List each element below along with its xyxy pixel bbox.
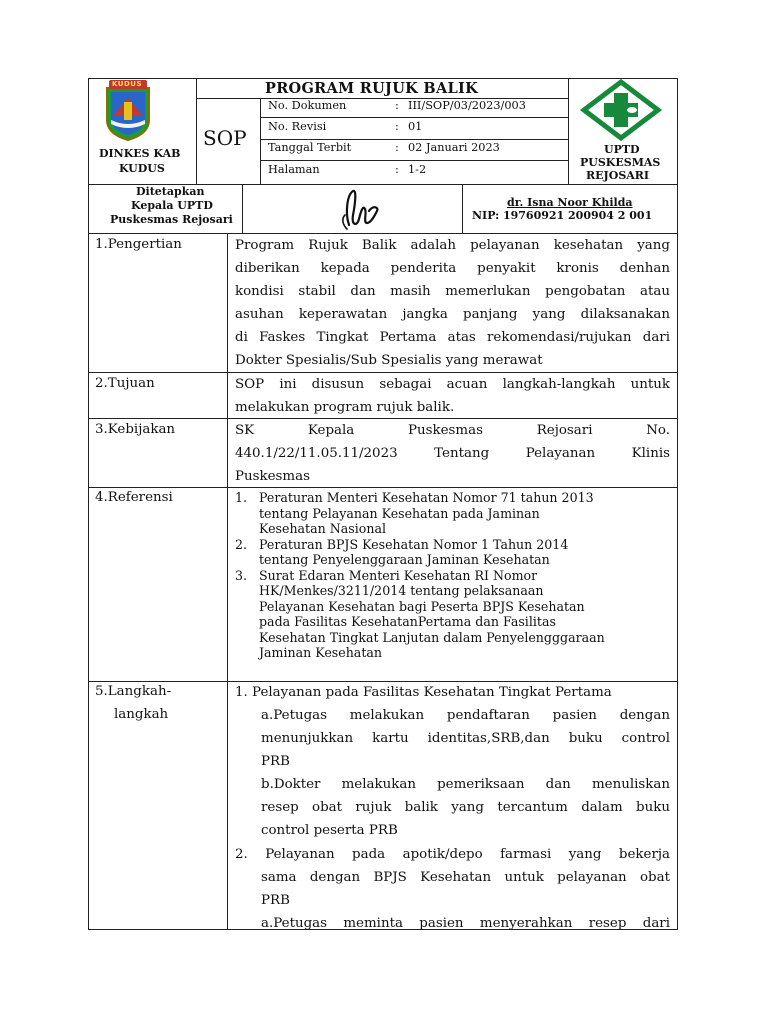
right-org-line2: PUSKESMAS (580, 156, 661, 169)
signature-image (335, 185, 385, 231)
text-line: Kesehatan Tingkat Lanjutan dalam Penyelengggaraan (259, 629, 605, 645)
meta-sep: : (395, 163, 399, 176)
meta-sep: : (395, 99, 399, 112)
section-label-kebijakan: 3.Kebijakan (95, 422, 176, 437)
meta-value: 1-2 (408, 163, 427, 176)
org-name-line1: DINKES KAB (99, 147, 181, 160)
signer-name: dr. Isna Noor Khilda (507, 196, 633, 209)
approval-line1: Ditetapkan (136, 185, 205, 198)
text-line: Peraturan BPJS Kesehatan Nomor 1 Tahun 2014 (259, 536, 569, 552)
section-label-langkah-2: langkah (114, 707, 169, 722)
text-line: HK/Menkes/3211/2014 tentang pelaksanaan (259, 583, 544, 598)
text-line: Dokter Spesialis/Sub Spesialis yang merawat (235, 353, 543, 368)
text-line: a.Petugas melakukan pendaftaran pasien dengan (261, 708, 670, 723)
list-item (235, 537, 675, 568)
text-line: Surat Edaran Menteri Kesehatan RI Nomor (259, 567, 538, 583)
step-1-heading: 1. Pelayanan pada Fasilitas Kesehatan Tingkat Pertama (235, 685, 612, 700)
text-line: diberikan kepada penderita penyakit kronis denhan (235, 261, 670, 276)
right-org-line3: REJOSARI (586, 169, 650, 182)
text-line: Puskesmas (235, 469, 310, 484)
sop-label: SOP (203, 126, 247, 150)
text-line: PRB (261, 754, 290, 769)
text-line: 440.1/22/11.05.11/2023 Tentang Pelayanan Klinis (235, 446, 670, 461)
text-line: Peraturan Menteri Kesehatan Nomor 71 tahun 2013 (259, 490, 594, 505)
text-line: Jaminan Kesehatan (259, 645, 382, 660)
meta-label: No. Revisi (268, 120, 327, 133)
logo-banner-text: KUDUS (112, 80, 143, 88)
meta-sep: : (395, 141, 399, 154)
section-label-langkah-1: 5.Langkah- (95, 684, 172, 699)
meta-sep: : (395, 120, 399, 133)
text-line: pada Fasilitas KesehatanPertama dan Fasilitas (259, 614, 556, 629)
meta-value: 02 Januari 2023 (408, 141, 500, 154)
approval-line2: Kepala UPTD (131, 199, 213, 212)
right-org-line1: UPTD (604, 143, 640, 156)
text-line: kondisi stabil dan masih memerlukan pengobatan atau (235, 284, 670, 299)
list-item (235, 490, 675, 537)
approval-line3: Puskesmas Rejosari (110, 213, 233, 226)
list-number: 2. (235, 536, 248, 552)
list-item (235, 568, 675, 661)
text-line: melakukan program rujuk balik. (235, 400, 455, 415)
text-line: Pelayanan Kesehatan bagi Peserta BPJS Kesehatan (259, 598, 585, 614)
section-label-referensi: 4.Referensi (95, 490, 173, 505)
section-label-pengertian: 1.Pengertian (95, 237, 182, 252)
meta-label: Halaman (268, 163, 320, 176)
text-line: sama dengan BPJS Kesehatan untuk pelayanan obat (261, 870, 670, 885)
text-line: SOP ini disusun sebagai acuan langkah-langkah untuk (235, 377, 670, 392)
list-number: 1. (235, 490, 248, 505)
text-line: tentang Penyelenggaraan Jaminan Kesehatan (259, 552, 550, 567)
section-label-tujuan: 2.Tujuan (95, 376, 155, 391)
text-line: menunjukkan kartu identitas,SRB,dan buku control (261, 731, 670, 746)
signer-nip: NIP: 19760921 200904 2 001 (472, 209, 653, 222)
text-line: resep obat rujuk balik yang tercantum dalam buku (261, 800, 670, 815)
org-name-line2: KUDUS (119, 162, 165, 175)
text-line: SK Kepala Puskesmas Rejosari No. (235, 423, 670, 438)
text-line: Program Rujuk Balik adalah pelayanan kesehatan yang (235, 238, 670, 253)
puskesmas-logo (578, 79, 664, 141)
text-line: di Faskes Tingkat Pertama atas rekomendasi/rujukan dari (235, 330, 670, 345)
meta-label: Tanggal Terbit (268, 141, 352, 154)
text-line: tentang Pelayanan Kesehatan pada Jaminan (259, 505, 540, 521)
document-title: PROGRAM RUJUK BALIK (265, 80, 479, 97)
text-line: b.Dokter melakukan pemeriksaan dan menuliskan (261, 777, 670, 792)
meta-value: III/SOP/03/2023/003 (408, 99, 526, 112)
step-2-heading: 2. Pelayanan pada apotik/depo farmasi yang bekerja (235, 847, 670, 862)
text-line: PRB (261, 893, 290, 908)
text-line: control peserta PRB (261, 823, 398, 838)
referensi-list (235, 490, 675, 661)
list-number: 3. (235, 567, 248, 583)
text-line: asuhan keperawatan jangka panjang yang dilaksanakan (235, 307, 670, 322)
meta-value: 01 (408, 120, 423, 133)
meta-label: No. Dokumen (268, 99, 347, 112)
kudus-regency-emblem (103, 80, 153, 142)
text-line: Kesehatan Nasional (259, 521, 386, 536)
text-line: a.Petugas meminta pasien menyerahkan resep dari (261, 916, 670, 931)
